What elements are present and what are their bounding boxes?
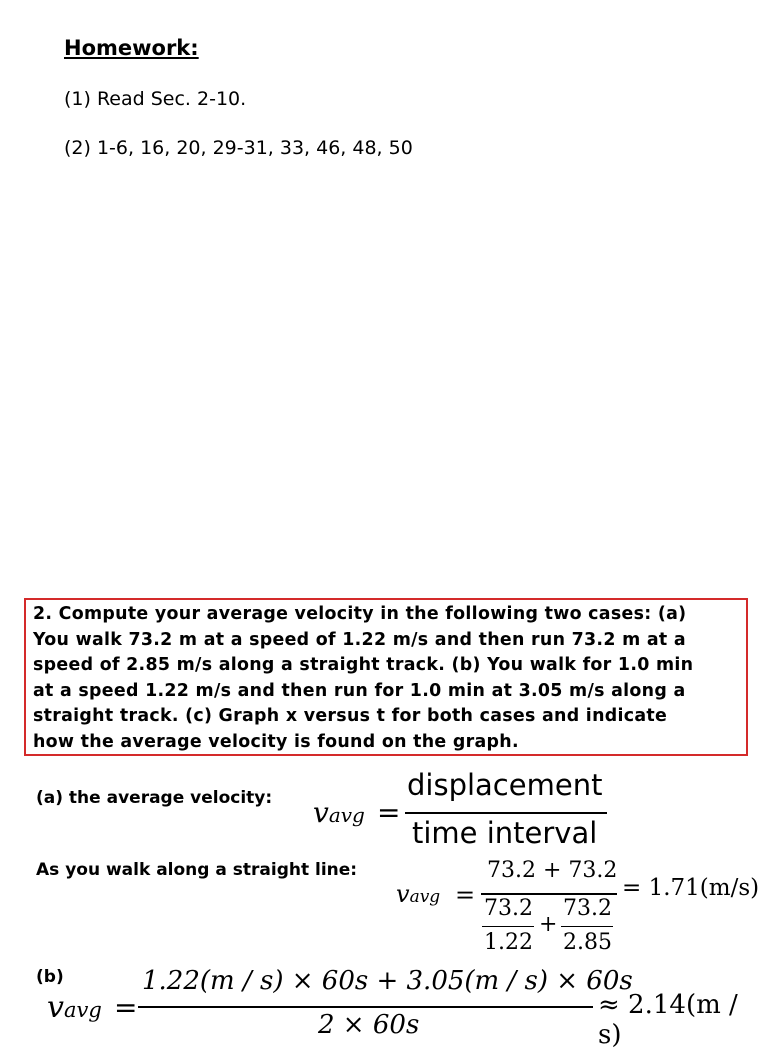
part-b-fraction-bar: [138, 1006, 593, 1008]
walk-result: = 1.71(m/s): [622, 875, 760, 901]
problem-line-5: straight track. (c) Graph x versus t for both cases and indicate: [33, 706, 668, 726]
part-a-label: (a) the average velocity:: [36, 788, 273, 808]
walk-den2-denominator: 2.85: [563, 930, 612, 955]
homework-title: Homework:: [64, 36, 199, 60]
velocity-symbol-walk: v: [396, 880, 410, 908]
velocity-symbol: v: [313, 796, 329, 829]
vavg-walk-symbol: [396, 880, 440, 908]
velocity-subscript-b: avg: [63, 998, 102, 1022]
vavg-definition-symbol: [313, 796, 365, 829]
part-b-label: (b): [36, 967, 64, 987]
equals-sign-b: =: [114, 991, 138, 1024]
walk-den2-fraction-bar: [561, 926, 613, 927]
velocity-subscript: avg: [328, 803, 365, 827]
definition-denominator: time interval: [412, 816, 598, 850]
walk-plus-sign: +: [539, 912, 558, 937]
homework-item-1: (1) Read Sec. 2-10.: [64, 88, 247, 110]
problem-line-6: how the average velocity is found on the graph.: [33, 731, 519, 752]
problem-line-2: You walk 73.2 m at a speed of 1.22 m/s and then run 73.2 m at a: [33, 629, 686, 650]
walk-main-fraction-bar: [481, 893, 617, 895]
part-b-result: ≈ 2.14(m / s): [598, 990, 738, 1050]
equals-sign-walk: =: [455, 881, 476, 909]
velocity-symbol-b: v: [47, 990, 64, 1025]
problem-statement-box: [24, 598, 748, 756]
problem-line-4: at a speed 1.22 m/s and then run for 1.0 min at 3.05 m/s along a: [33, 680, 686, 701]
vavg-b-symbol: [47, 990, 102, 1025]
walk-den1-fraction-bar: [482, 926, 534, 927]
homework-item-2: (2) 1-6, 16, 20, 29-31, 33, 46, 48, 50: [64, 137, 413, 159]
definition-fraction-bar: [405, 812, 607, 814]
problem-line-3: speed of 2.85 m/s along a straight track. (b) You walk for 1.0 min: [33, 655, 694, 675]
walk-den1-denominator: 1.22: [484, 930, 533, 955]
definition-numerator: displacement: [407, 768, 603, 802]
walk-label: As you walk along a straight line:: [36, 860, 358, 880]
walk-numerator: 73.2 + 73.2: [487, 858, 618, 883]
walk-den1-numerator: 73.2: [484, 896, 533, 921]
velocity-subscript-walk: avg: [409, 887, 441, 907]
equals-sign-def: =: [377, 796, 401, 829]
part-b-numerator: 1.22(m / s) × 60s + 3.05(m / s) × 60s: [142, 966, 633, 996]
problem-line-1: 2. Compute your average velocity in the following two cases: (a): [33, 604, 687, 624]
part-b-denominator: 2 × 60s: [318, 1010, 420, 1040]
walk-den2-numerator: 73.2: [563, 896, 612, 921]
